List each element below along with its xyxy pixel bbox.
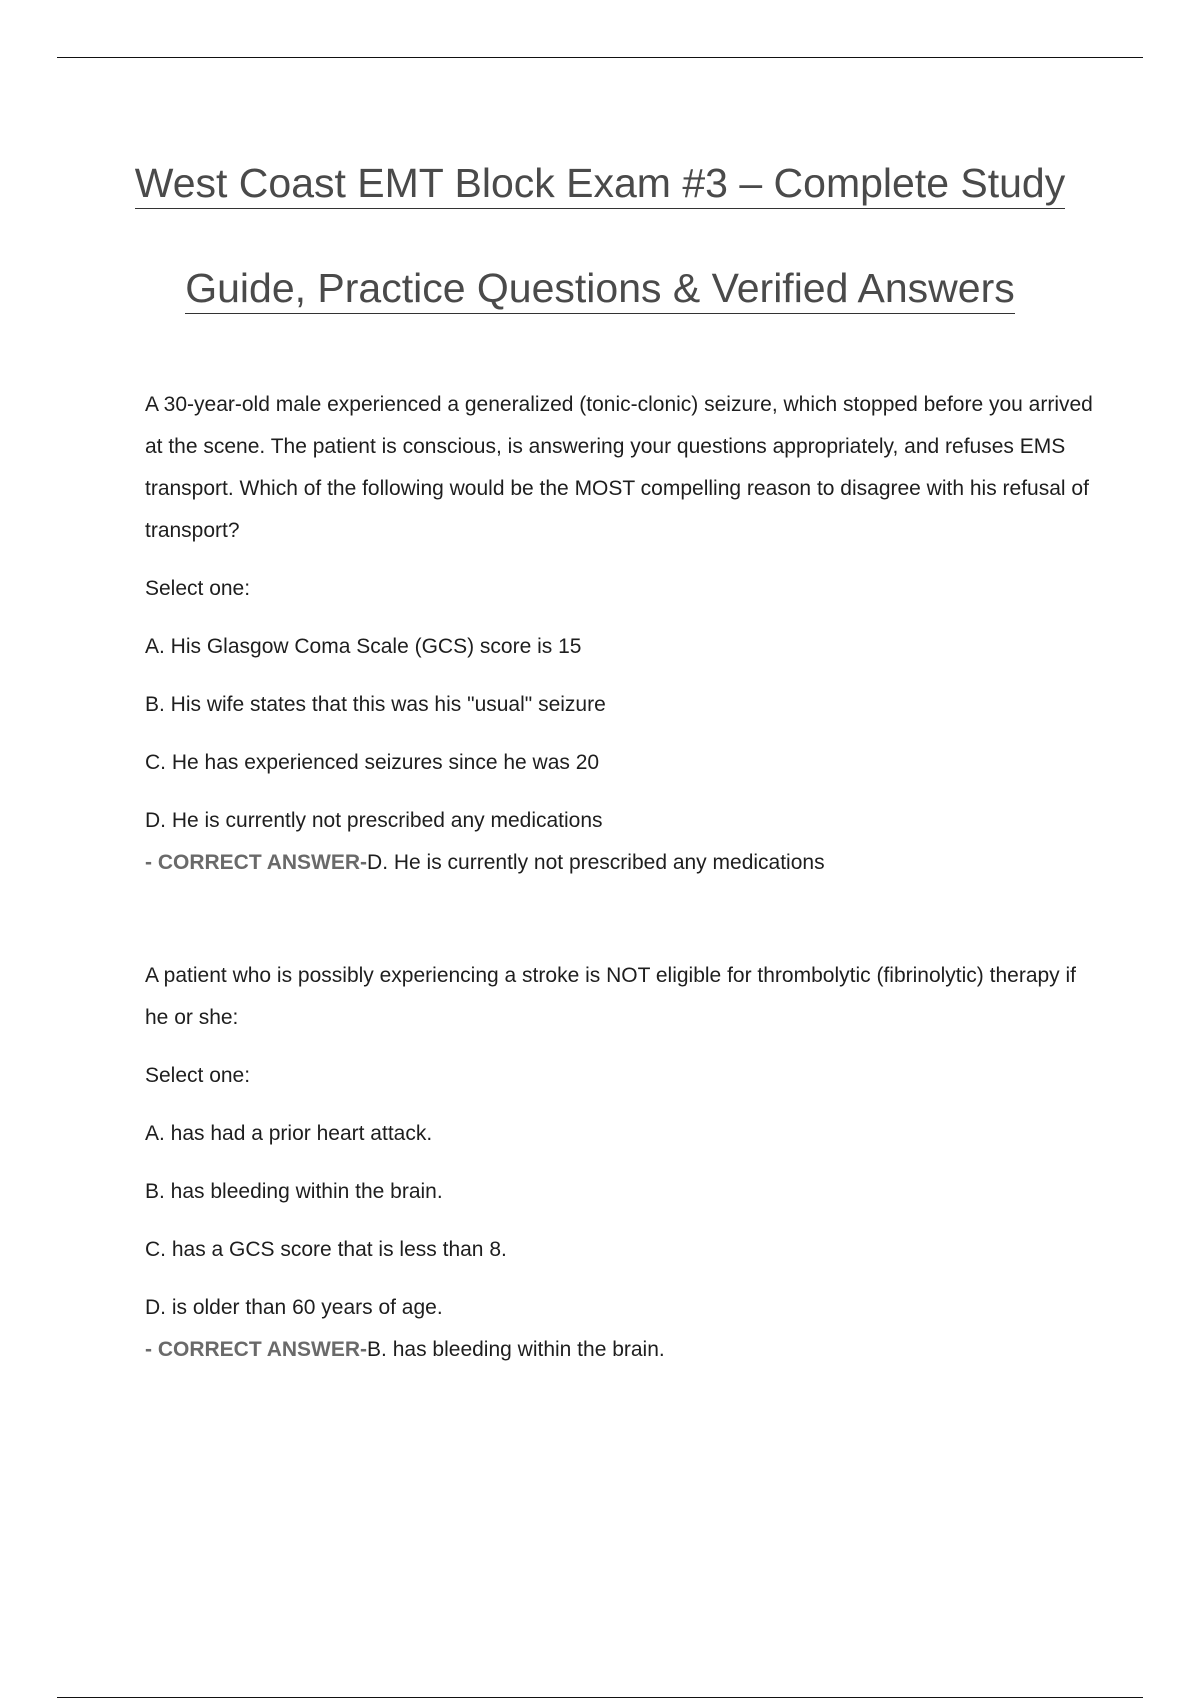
select-one-label: Select one: [145,1064,251,1087]
option-b: B. His wife states that this was his "usual" seizure [145,693,606,716]
option-a: A. His Glasgow Coma Scale (GCS) score is 15 [145,635,582,658]
option-c: C. He has experienced seizures since he was 20 [145,751,600,774]
option-b: B. has bleeding within the brain. [145,1180,443,1203]
correct-answer-text: D. He is currently not prescribed any medications [367,851,825,874]
question-stem: A patient who is possibly experiencing a stroke is NOT eligible for thrombolytic (fibrinolytic) therapy if he or she: [145,964,1077,1029]
title-text-2: Guide, Practice Questions & Verified Answers [185,268,1015,314]
correct-answer [145,842,1095,884]
question-1 [145,384,1095,884]
option-c: C. has a GCS score that is less than 8. [145,1238,507,1261]
select-one-label: Select one: [145,577,251,600]
correct-answer [145,1329,1095,1371]
option-a: A. has had a prior heart attack. [145,1122,433,1145]
document-title-line-2 [0,265,1200,314]
correct-answer-tag: - CORRECT ANSWER- [145,851,368,874]
document-title-line-1 [0,160,1200,209]
correct-answer-text: B. has bleeding within the brain. [367,1338,665,1361]
top-rule [57,57,1143,58]
title-text-1: West Coast EMT Block Exam #3 – Complete Study [135,163,1065,209]
correct-answer-tag: - CORRECT ANSWER- [145,1338,368,1361]
option-d: D. is older than 60 years of age. [145,1296,443,1319]
bottom-rule [57,1697,1143,1698]
question-stem: A 30-year-old male experienced a generalized (tonic-clonic) seizure, which stopped before you arrived at the scene. The patient is conscious, is answering your questions appropriately, and refuses EMS transport. Which of the following would be the MOST compelling reason to disagree with his refusal of transport? [145,393,1093,542]
question-2 [145,955,1095,1371]
option-d: D. He is currently not prescribed any medications [145,809,603,832]
